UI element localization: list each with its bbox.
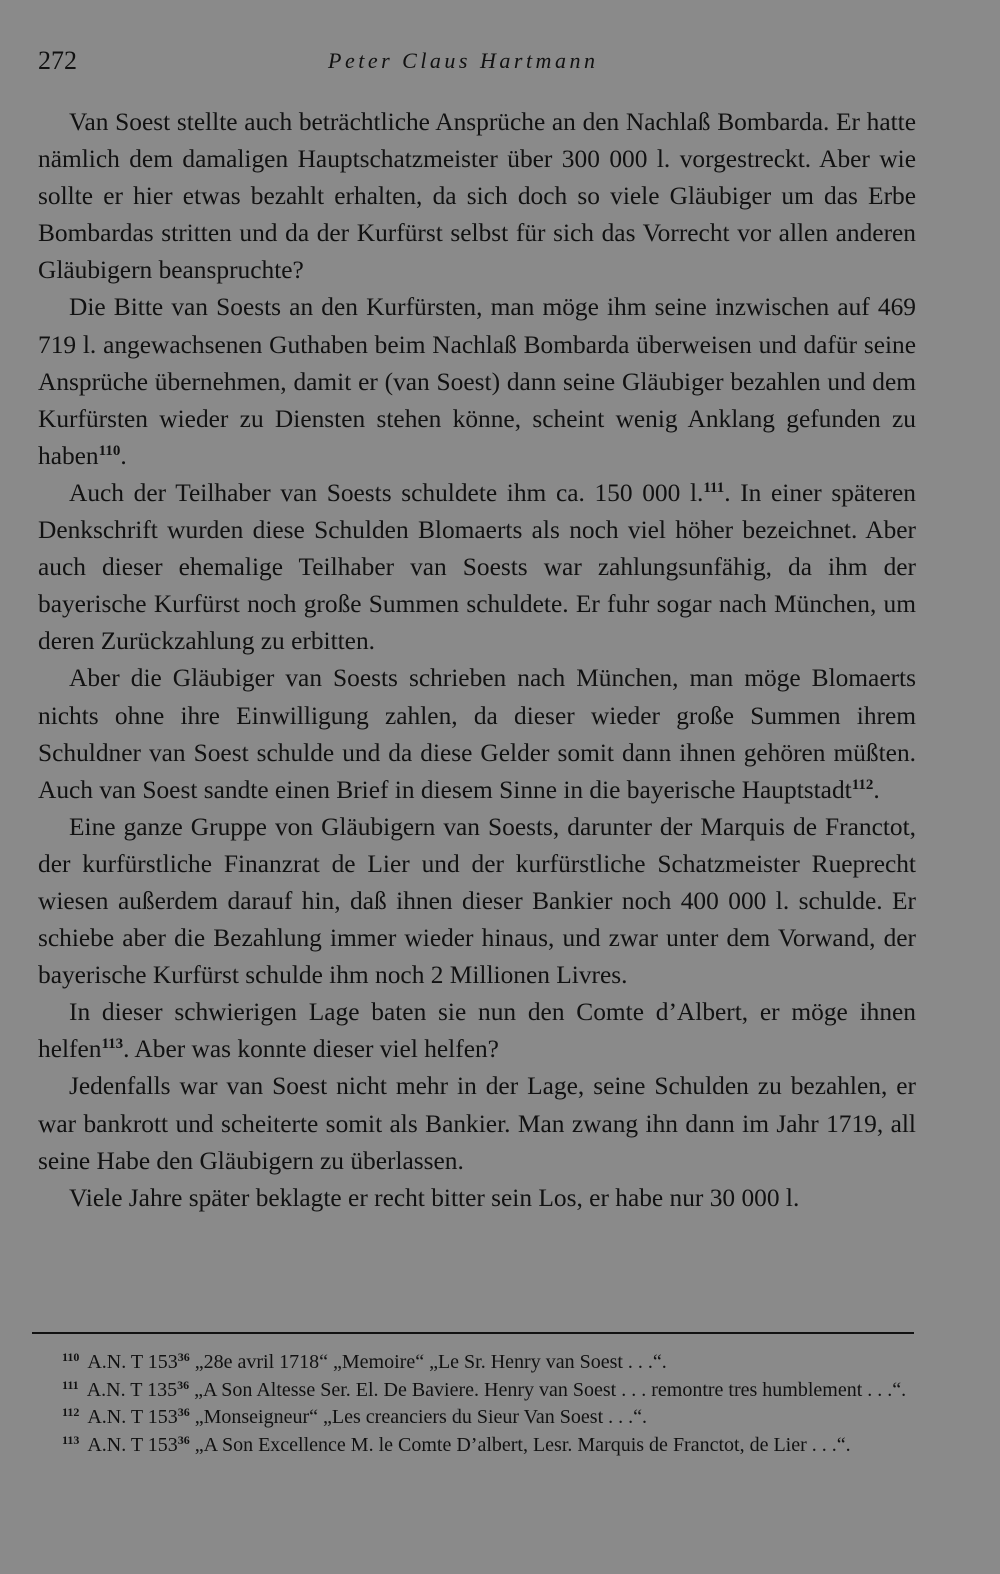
paragraph-text: Die Bitte van Soests an den Kurfürsten, man möge ihm seine inzwischen auf 469 719 l. angewachsenen Guthaben beim Nachlaß Bombarda überweisen und dafür seine Ansprüche übernehmen, damit er (van Soest) dann seine Gläubiger bezahlen und dem Kurfürsten wieder zu Diensten stehen könne, scheint wenig Anklang gefunden zu haben <box>38 293 916 470</box>
paragraph <box>38 475 916 660</box>
footnote-superscript: 36 <box>177 1350 190 1364</box>
footnote-number: 111 <box>62 1377 79 1392</box>
footnote-superscript: 36 <box>177 1377 190 1392</box>
paragraph-text: . In einer späteren Denkschrift wurden diese Schulden Blomaerts als noch viel höher bezeichnet. Aber auch dieser ehemalige Teilhaber van Soests war zahlungsunfähig, da ihm der bayerische Kurfürst noch große Summen schuldete. Er fuhr sogar nach München, um deren Zurückzahlung zu erbitten. <box>38 478 916 656</box>
paragraph <box>38 289 916 474</box>
footnote-superscript: 36 <box>177 1432 190 1447</box>
footnotes <box>30 1349 912 1459</box>
footnote-text: „A Son Excellence M. le Comte D’albert, Lesr. Marquis de Franctot, de Lier . . .“. <box>189 1433 851 1456</box>
paragraph-text: Jedenfalls war van Soest nicht mehr in der Lage, seine Schulden zu bezahlen, er war bankrott und scheiterte somit als Bankier. Man zwang ihn dann im Jahr 1719, all seine Habe den Gläubigern zu überlassen. <box>38 1072 916 1175</box>
paragraph <box>38 1180 916 1217</box>
footnote-ref[interactable]: 111 <box>703 479 725 496</box>
paragraph-text: . Aber was konnte dieser viel helfen? <box>123 1035 499 1064</box>
paragraph-text: Eine ganze Gruppe von Gläubigern van Soests, darunter der Marquis de Franctot, der kurfürstliche Finanzrat de Lier und der kurfürstliche Schatzmeister Rueprecht wiesen außerdem darauf hin, daß ihnen dieser Bankier noch 400 000 l. schulde. Er schiebe aber die Bezahlung immer wieder hinaus, und zwar unter dem Vorwand, der bayerische Kurfürst schulde ihm noch 2 Millionen Livres. <box>38 812 916 990</box>
paragraph <box>38 994 916 1068</box>
paragraph-text: Auch der Teilhaber van Soests schuldete ihm ca. 150 000 l. <box>69 478 704 507</box>
paragraph-text: . <box>873 775 880 804</box>
footnote-ref[interactable]: 113 <box>101 1036 124 1053</box>
footnote-text: „Monseigneur“ „Les creanciers du Sieur Van Soest . . .“. <box>189 1406 647 1428</box>
body-text <box>38 104 916 1217</box>
footnote-number: 112 <box>62 1405 80 1419</box>
running-head: Peter Claus Hartmann <box>328 48 599 73</box>
page-header <box>38 46 914 82</box>
footnote-text: „28e avril 1718“ „Memoire“ „Le Sr. Henry van Soest . . .“. <box>189 1351 667 1373</box>
paragraph-text: Aber die Gläubiger van Soests schrieben nach München, man möge Blomaerts nichts ohne ihre Einwilligung zahlen, da dieser wieder große Summen ihrem Schuldner van Soest schulde und da diese Gelder somit dann ihnen gehören müßten. Auch van Soest sandte einen Brief in diesem Sinne in die bayerische Hauptstadt <box>38 664 916 804</box>
footnote-superscript: 36 <box>177 1405 190 1419</box>
paragraph-text: Viele Jahre später beklagte er recht bitter sein Los, er habe nur 30 000 l. <box>69 1183 800 1212</box>
footnote-number: 110 <box>62 1350 80 1364</box>
footnote-ref[interactable]: 112 <box>851 776 874 793</box>
footnote-text: A.N. T 153 <box>87 1406 178 1428</box>
footnote <box>30 1404 912 1432</box>
page-number: 272 <box>38 46 77 75</box>
footnote-ref[interactable]: 110 <box>98 442 121 459</box>
footnote-divider <box>32 1332 914 1334</box>
footnote-text: A.N. T 153 <box>87 1433 178 1456</box>
footnote-number: 113 <box>62 1432 80 1447</box>
footnote-text: A.N. T 135 <box>86 1378 178 1401</box>
footnote-text: „A Son Altesse Ser. El. De Baviere. Henry van Soest . . . remontre tres humblement . . .“. <box>189 1378 907 1401</box>
paragraph-text: . <box>120 441 127 470</box>
paragraph <box>38 1068 916 1179</box>
footnote <box>30 1377 912 1405</box>
paragraph <box>38 809 916 994</box>
paragraph <box>38 104 916 289</box>
footnote-text: A.N. T 153 <box>87 1351 178 1373</box>
paragraph <box>38 660 916 808</box>
footnote <box>30 1432 912 1460</box>
footnote <box>30 1349 912 1377</box>
paragraph-text: Van Soest stellte auch beträchtliche Ansprüche an den Nachlaß Bombarda. Er hatte nämlich dem damaligen Hauptschatzmeister über 300 000 l. vorgestreckt. Aber wie sollte er hier etwas bezahlt erhalten, da sich doch so viele Gläubiger um das Erbe Bombardas stritten und da der Kurfürst selbst für sich das Vorrecht vor allen anderen Gläubigern beanspruchte? <box>38 108 916 285</box>
paragraph-text: In dieser schwierigen Lage baten sie nun den Comte d’Albert, er möge ihnen helfen <box>38 998 916 1064</box>
